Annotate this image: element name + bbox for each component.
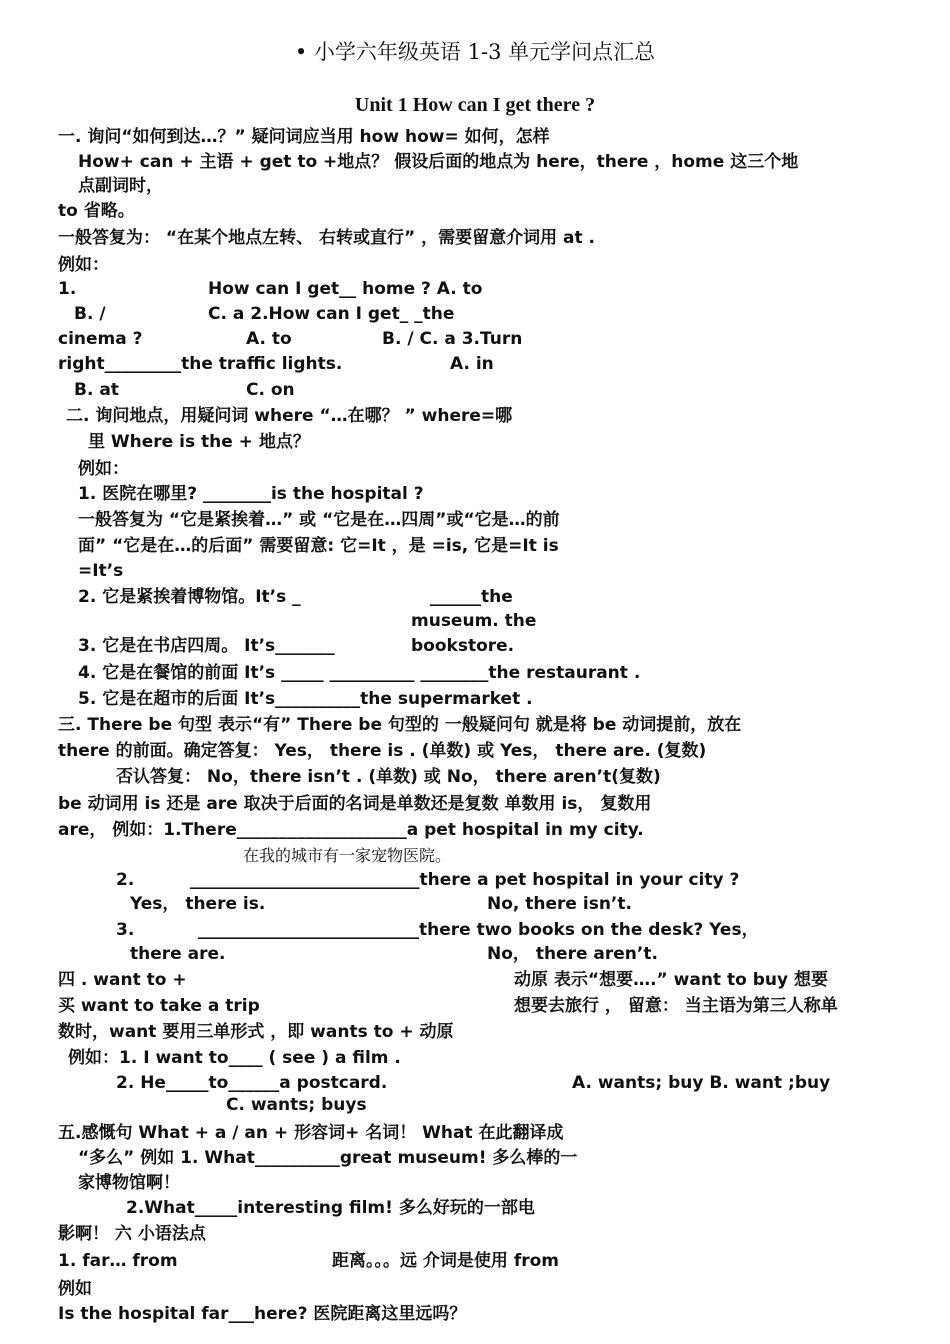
exercise-text: 5. 它是在超市的后面 It’s__________the supermarket . [78, 689, 533, 709]
text-line: 例如 [58, 1279, 92, 1299]
exercise-text: How can I get__ home ? A. to [208, 279, 483, 299]
exercise-text: B. / C. a 3.Turn [382, 329, 523, 349]
text-line: be 动词用 is 还是 are 取决于后面的名词是单数还是复数 单数用 is， 复数用 [58, 794, 652, 814]
text-line: 例如： [58, 255, 109, 275]
text-line: 一般答复为 “它是紧挨着…” 或 “它是在…四周”或“它是…的前 [78, 510, 560, 530]
exercise-text: right_________the traffic lights. [58, 354, 343, 374]
exercise-text: 2. He_____to______a postcard. [116, 1073, 388, 1093]
text-line: 里 Where is the + 地点？ [88, 432, 310, 452]
exercise-text: 1. 医院在哪里? ________is the hospital ? [78, 484, 424, 504]
text-line: 距离。。。远 介词是使用 from [332, 1251, 560, 1271]
exercise-text: 2.What_____interesting film! 多么好玩的一部电 [126, 1198, 535, 1218]
exercise-option: C. wants; buys [226, 1095, 367, 1115]
exercise-text: bookstore. [411, 636, 515, 656]
exercise-text: ______the [430, 587, 513, 607]
text-line: 点副词时， [78, 176, 163, 196]
exercise-option: C. on [246, 380, 295, 400]
section-one-heading: 一. 询问“如何到达…？” 疑问词应当用 how how= 如何，怎样 [58, 127, 550, 147]
unit-heading: Unit 1 How can I get there ? [354, 94, 596, 116]
answer-text: Yes， there is. [130, 894, 266, 914]
exercise-option: B. at [74, 380, 119, 400]
exercise-option: A. in [450, 354, 494, 374]
exercise-text: cinema ? [58, 329, 143, 349]
section-five-heading: 五.感慨句 What + a / an + 形容词+ 名词！ What 在此翻译成 [58, 1123, 564, 1143]
answer-text: there are. [130, 944, 226, 964]
text-line: 一般答复为： “在某个地点左转、 右转或直行” ，需要留意介词用 at . [58, 228, 595, 248]
exercise-option: B. / [74, 304, 106, 324]
text-line: to 省略。 [58, 201, 135, 221]
text-line: 面” “它是在…的后面” 需要留意: 它=It ，是 =is, 它是=It is [78, 536, 559, 556]
exercise-number: 1. [58, 279, 77, 299]
section-three-heading: 三. There be 句型 表示“有” There be 句型的 一般疑问句 就是将 be 动词提前，放在 [58, 715, 742, 735]
answer-text: No， there aren’t. [487, 944, 658, 964]
text-line: 例如： [78, 459, 129, 479]
exercise-text: 2. 它是紧挨着博物馆。It’s _ [78, 587, 301, 607]
exercise-number: 2. [116, 870, 135, 890]
exercise-text: Is the hospital far___here? 医院距离这里远吗？ [58, 1304, 467, 1324]
document-title: • 小学六年级英语 1-3 单元学问点汇总 [294, 40, 656, 64]
exercise-option: A. to [246, 329, 292, 349]
answer-text: No, there isn’t. [487, 894, 632, 914]
grammar-point: 1. far… from [58, 1251, 178, 1271]
exercise-text: museum. the [411, 611, 537, 631]
exercise-text: C. a 2.How can I get_ _the [208, 304, 455, 324]
exercise-text: 4. 它是在餐馆的前面 It’s _____ __________ ________the restaurant . [78, 663, 641, 683]
text-line: How+ can + 主语 + get to +地点？ 假设后面的地点为 here，there ，home 这三个地 [78, 152, 799, 172]
text-line: 否认答复： No，there isn’t . (单数) 或 No， there aren’t(复数) [116, 767, 661, 787]
text-line: “多么” 例如 1. What__________great museum! 多么棒的一 [78, 1148, 578, 1168]
text-line: =It’s [78, 561, 124, 581]
text-line: 想要去旅行 ， 留意： 当主语为第三人称单 [514, 996, 838, 1016]
exercise-text: __________________________there two books on the desk? Yes， [198, 920, 759, 940]
translation-line: 在我的城市有一家宠物医院。 [243, 846, 452, 865]
section-six-heading: 影啊！ 六 小语法点 [58, 1224, 206, 1244]
section-two-heading: 二. 询问地点，用疑问词 where “…在哪？ ” where=哪 [66, 406, 513, 426]
exercise-text: 3. 它是在书店四周。 It’s_______ [78, 636, 335, 656]
text-line: 买 want to take a trip [58, 996, 260, 1016]
exercise-text: are， 例如：1.There____________________a pet hospital in my city. [58, 820, 644, 840]
text-line: 动原 表示“想要….” want to buy 想要 [514, 970, 828, 990]
exercise-text: 例如：1. I want to____ ( see ) a film . [68, 1048, 401, 1068]
exercise-option: A. wants; buy B. want ;buy [572, 1073, 831, 1093]
text-line: 家博物馆啊！ [78, 1173, 180, 1193]
text-line: 数时，want 要用三单形式 ，即 wants to + 动原 [58, 1022, 454, 1042]
section-four-heading: 四 . want to + [58, 970, 187, 990]
text-line: there 的前面。确定答复： Yes， there is . (单数) 或 Yes， there are. (复数) [58, 741, 707, 761]
exercise-number: 3. [116, 920, 135, 940]
exercise-text: ___________________________there a pet hospital in your city ? [190, 870, 740, 890]
